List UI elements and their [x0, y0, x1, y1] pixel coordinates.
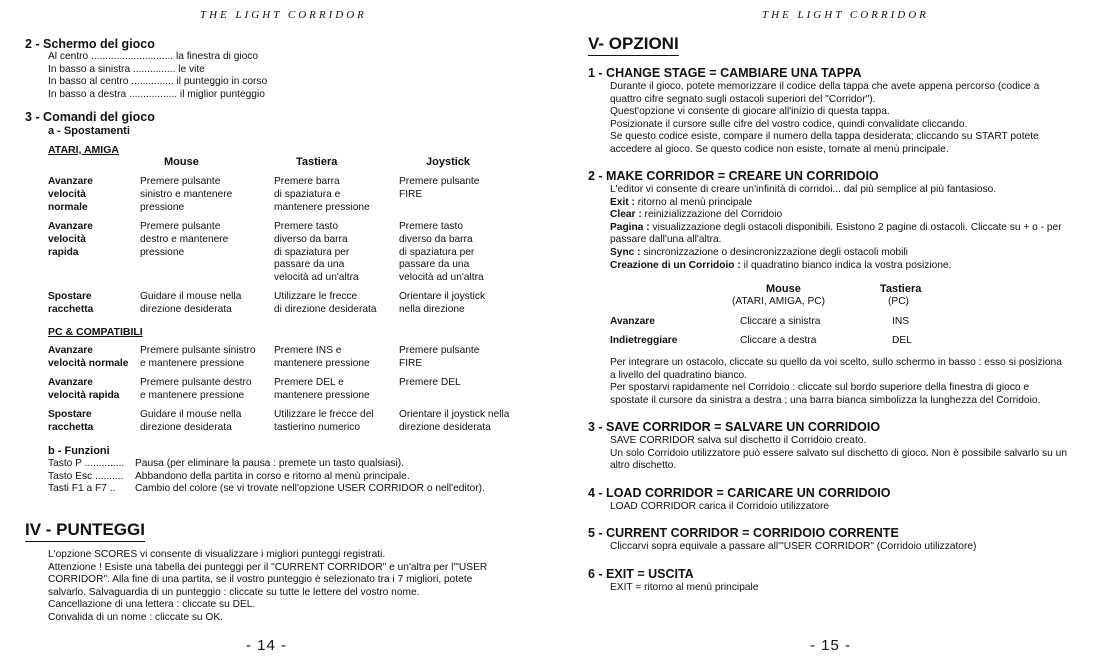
text-line: salvarlo. Salvaguardia di un punteggio : cliccate su tutte le lettere del vostro nome.: [48, 586, 420, 598]
mouse-cell: Premere pulsante sinistro e mantenere pressione: [140, 176, 233, 213]
text-line: Durante il gioco, potete memorizzare il codice della tappa che avete appena percorso (codice a: [610, 81, 1040, 92]
column-header: Mouse: [766, 283, 801, 295]
page-number: - 15 -: [810, 637, 852, 654]
running-head: THE LIGHT CORRIDOR: [200, 9, 367, 21]
function-keys-list: [48, 458, 485, 496]
text-line: Per spostarvi rapidamente nel Corridoio : cliccate sul bordo superiore della finestra di gioco e: [610, 382, 1030, 394]
item-text: ritorno al menù principale: [634, 196, 753, 208]
item-key: Pagina :: [610, 221, 650, 233]
mouse-cell: Premere pulsante destro e mantenere pressione: [140, 377, 252, 401]
text-line: LOAD CORRIDOR carica il Corridoio utilizzatore: [610, 501, 830, 512]
section-heading: 4 - LOAD CORRIDOR = CARICARE UN CORRIDOIO: [588, 486, 891, 500]
action-label: Avanzare velocità rapida: [48, 221, 93, 258]
item-text: sincronizzazione o desincronizzazione degli ostacoli mobili: [640, 246, 908, 258]
scores-paragraph: [48, 549, 487, 625]
key-description: Abbandono della partita in corso e ritorno al menù principale.: [135, 470, 410, 482]
text-line: Un solo Corridoio utilizzatore può essere salvato sul dischetto di gioco. Non è possibile salvarlo su un: [610, 447, 1067, 459]
platform-heading: PC & COMPATIBILI: [48, 326, 143, 338]
joystick-cell: Premere tasto diverso da barra di spaziatura per passare da una velocità ad un'altra: [399, 221, 484, 284]
section-heading: 6 - EXIT = USCITA: [588, 567, 694, 581]
mouse-cell: Premere pulsante sinistro e mantenere pressione: [140, 345, 256, 369]
text-line: EXIT = ritorno al menù principale: [610, 582, 759, 593]
key-description: Pausa (per eliminare la pausa : premete un tasto qualsiasi).: [135, 458, 404, 469]
chapter-heading: IV - PUNTEGGI: [25, 520, 145, 542]
section-heading: 1 - CHANGE STAGE = CAMBIARE UNA TAPPA: [588, 66, 862, 80]
right-page: [560, 0, 1100, 669]
text-line: accedere al gioco. Se questo codice non esiste, tornate al menù principale.: [610, 143, 949, 155]
subsection-heading: a - Spostamenti: [48, 125, 130, 137]
text-line: CORRIDOR". Alla fine di una partita, se il vostro punteggio è selezionato tra i 7 migliori, potete: [48, 574, 473, 586]
mouse-cell: Cliccare a sinistra: [740, 316, 821, 327]
column-header: Mouse: [164, 156, 199, 168]
text-line: a livello del quadratino bianco.: [610, 369, 748, 381]
action-label: Spostare racchetta: [48, 291, 94, 315]
action-label: Avanzare velocità normale: [48, 345, 129, 369]
function-key-row: [48, 471, 485, 484]
legend-row: In basso a sinistra ............... le vite: [48, 63, 205, 75]
item-key: Sync :: [610, 246, 641, 258]
action-label: Avanzare velocità normale: [48, 176, 93, 213]
text-line: spostate il cursore da sinistra a destra ; una barra bianca simbolizza la lunghezza del Corridoio.: [610, 394, 1041, 406]
function-key-row: [48, 483, 485, 496]
column-header: Tastiera: [880, 283, 922, 295]
tastiera-cell: INS: [892, 316, 909, 327]
section-heading: 2 - MAKE CORRIDOR = CREARE UN CORRIDOIO: [588, 169, 879, 183]
legend-row: Al centro ............................. la finestra di gioco: [48, 51, 259, 62]
section-heading: 3 - SAVE CORRIDOR = SALVARE UN CORRIDOIO: [588, 420, 881, 434]
text-line: L'opzione SCORES vi consente di visualizzare i migliori punteggi registrati.: [48, 549, 386, 560]
column-subheader: (PC): [888, 296, 909, 307]
item-key: Creazione di un Corridoio :: [610, 259, 741, 271]
key-description: Cambio del colore (se vi trovate nell'opzione USER CORRIDOR o nell'editor).: [135, 483, 485, 495]
joystick-cell: Orientare il joystick nella direzione: [399, 291, 486, 315]
text-line: Cancellazione di una lettera : cliccate su DEL.: [48, 599, 256, 611]
tastiera-cell: DEL: [892, 335, 912, 346]
text-line: Attenzione ! Esiste una tabella dei punteggi per il "CURRENT CORRIDOR" e un'altra per l'"USER: [48, 561, 488, 573]
text-line: Se questo codice esiste, compare il numero della tappa desiderata; cliccando su START potete: [610, 131, 1039, 143]
item-key: Clear :: [610, 209, 642, 221]
column-header: Joystick: [426, 156, 471, 168]
mouse-cell: Guidare il mouse nella direzione desiderata: [140, 409, 242, 433]
section-heading: 3 - Comandi del gioco: [25, 110, 155, 124]
running-head: THE LIGHT CORRIDOR: [762, 9, 929, 21]
editor-item: [610, 197, 1062, 210]
function-key-row: [48, 458, 485, 471]
section-body: [610, 435, 1067, 473]
column-header: Tastiera: [296, 156, 338, 168]
text-line: Convalida di un nome : cliccate su OK.: [48, 611, 223, 623]
editor-item: [610, 222, 1062, 235]
mouse-cell: Premere pulsante destro e mantenere pressione: [140, 221, 229, 258]
platform-heading: ATARI, AMIGA: [48, 144, 119, 156]
editor-item: [610, 234, 1062, 247]
subsection-heading: b - Funzioni: [48, 445, 110, 457]
editor-item: [610, 209, 1062, 222]
screen-legend: [48, 51, 267, 101]
action-label: Spostare racchetta: [48, 409, 94, 433]
action-label: Avanzare velocità rapida: [48, 377, 120, 401]
tastiera-cell: Premere INS e mantenere pressione: [274, 345, 370, 369]
text-line: L'editor vi consente di creare un'infinità di corridoi... dal più semplice al più fantasioso.: [610, 184, 997, 195]
text-line: SAVE CORRIDOR salva sul dischetto il Corridoio creato.: [610, 435, 867, 446]
legend-row: In basso a destra ................. il miglior punteggio: [48, 88, 265, 100]
text-line: Per integrare un ostacolo, cliccate su quello da voi scelto, sullo schermo in basso : esso si posiziona: [610, 357, 1062, 368]
text-line: altro dischetto.: [610, 460, 677, 472]
section-heading: 5 - CURRENT CORRIDOR = CORRIDOIO CORRENTE: [588, 526, 899, 540]
item-key: Exit :: [610, 196, 635, 208]
tastiera-cell: Premere tasto diverso da barra di spaziatura per passare da una velocità ad un'altra: [274, 221, 359, 284]
text-line: Posizionate il cursore sulle cifre del vostro codice, quindi convalidate cliccando.: [610, 118, 968, 130]
text-line: Cliccarvi sopra equivale a passare all'"USER CORRIDOR" (Corridoio utilizzatore): [610, 541, 977, 552]
section-body: [610, 184, 1062, 272]
mouse-cell: Cliccare a destra: [740, 335, 817, 346]
key-name: Tasti F1 a F7 ..: [48, 483, 116, 495]
section-body: [610, 357, 1062, 407]
item-text: il quadratino bianco indica la vostra posizione.: [740, 259, 952, 271]
joystick-cell: Orientare il joystick nella direzione desiderata: [399, 409, 510, 433]
text-line: quattro cifre segnato sugli ostacoli superiori del "Corridor").: [610, 93, 876, 105]
item-text: reinizializzazione del Corridoio: [641, 209, 783, 221]
tastiera-cell: Utilizzare le frecce del tastierino numerico: [274, 409, 374, 433]
tastiera-cell: Premere DEL e mantenere pressione: [274, 377, 370, 401]
joystick-cell: Premere pulsante FIRE: [399, 345, 480, 369]
row-label: Avanzare: [610, 316, 655, 327]
row-label: Indietreggiare: [610, 335, 678, 346]
editor-item: [610, 247, 1062, 260]
key-name: Tasto Esc ..........: [48, 470, 124, 482]
joystick-cell: Premere DEL: [399, 377, 461, 388]
text-line: Quest'opzione vi consente di giocare all'inizio di questa tappa.: [610, 106, 890, 118]
tastiera-cell: Utilizzare le frecce di direzione desiderata: [274, 291, 377, 315]
chapter-heading: V- OPZIONI: [588, 34, 679, 56]
item-text: visualizzazione degli ostacoli disponibili. Esistono 2 pagine di ostacoli. Cliccate su + o - per: [649, 221, 1062, 233]
joystick-cell: Premere pulsante FIRE: [399, 176, 480, 200]
mouse-cell: Guidare il mouse nella direzione desiderata: [140, 291, 242, 315]
item-text: passare dall'una all'altra.: [610, 234, 722, 246]
legend-row: In basso al centro ............... il punteggio in corso: [48, 76, 268, 88]
section-heading: 2 - Schermo del gioco: [25, 37, 155, 51]
section-body: [610, 81, 1039, 157]
tastiera-cell: Premere barra di spaziatura e mantenere pressione: [274, 176, 370, 213]
page-number: - 14 -: [246, 637, 288, 654]
key-name: Tasto P ..............: [48, 458, 125, 469]
column-subheader: (ATARI, AMIGA, PC): [732, 296, 826, 307]
editor-item: [610, 260, 1062, 273]
